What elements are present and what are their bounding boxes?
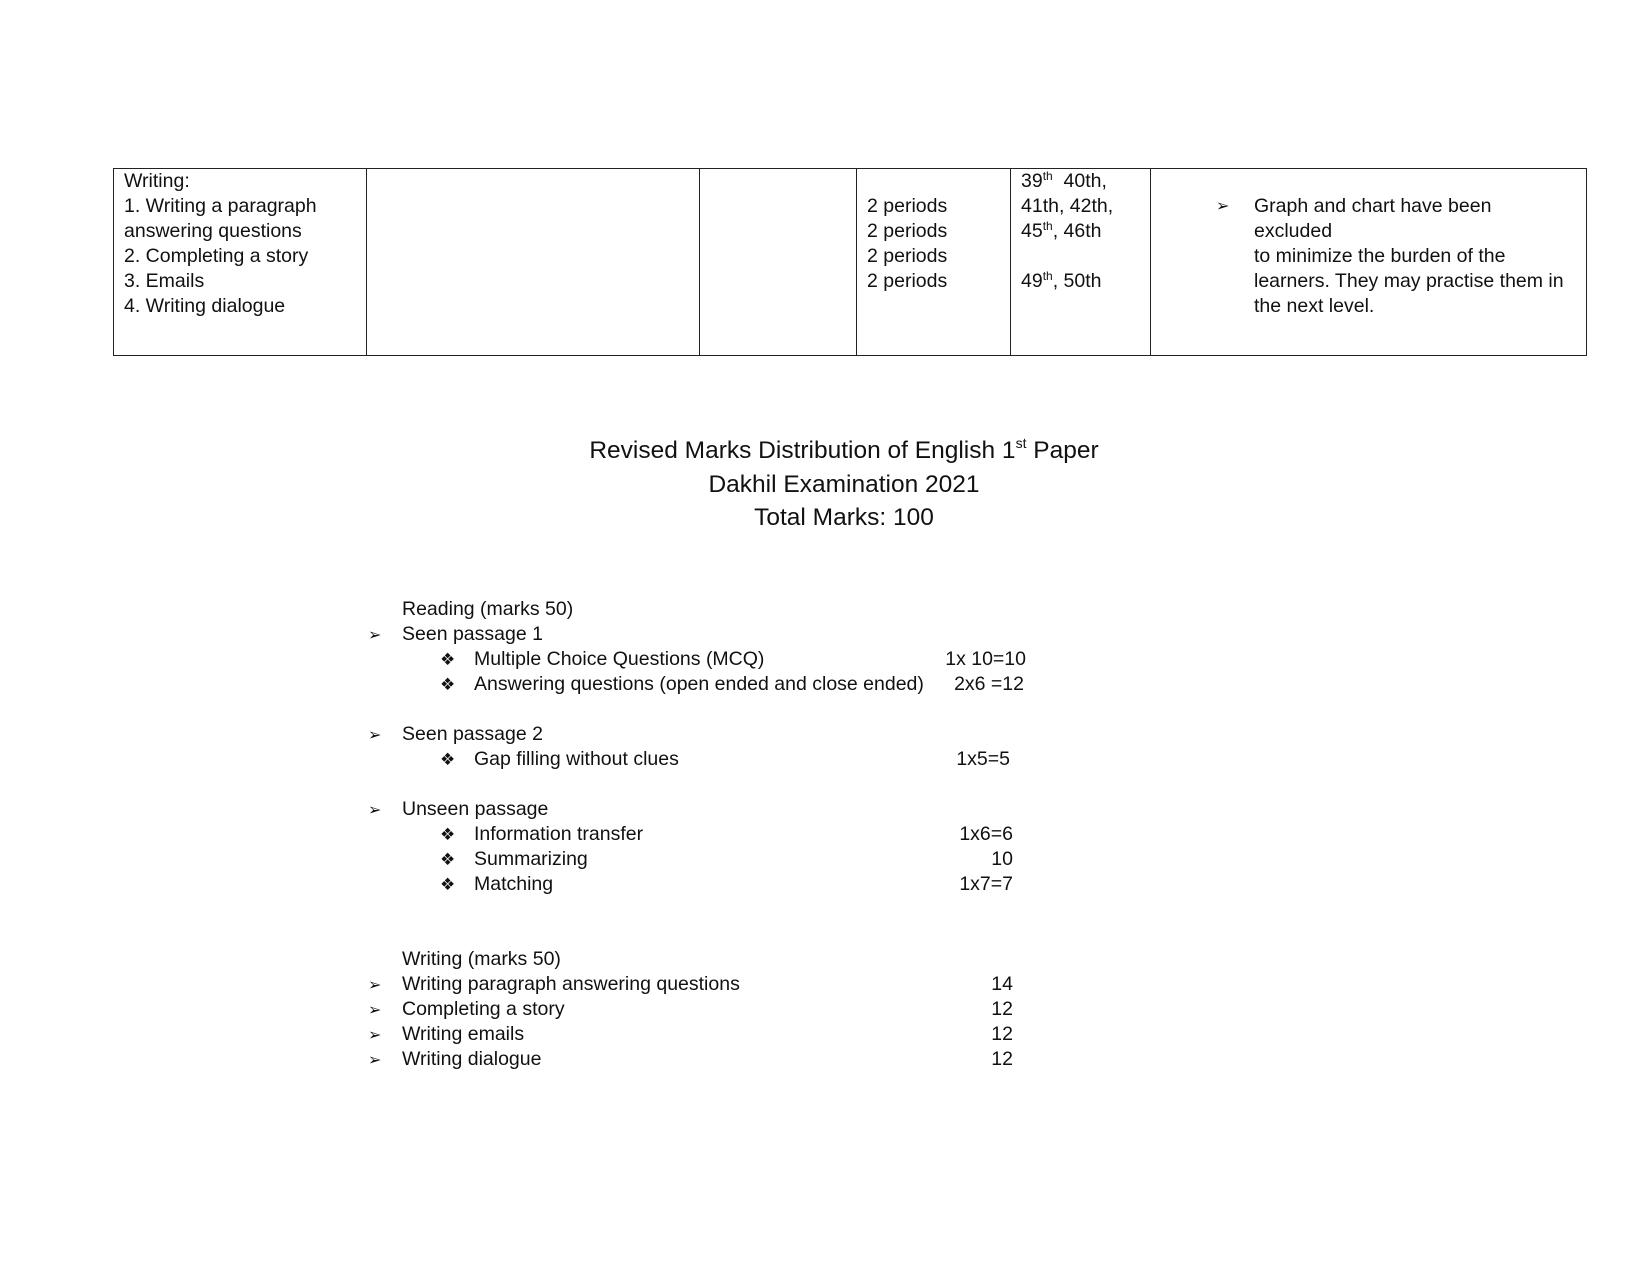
writing-label: Writing (marks 50) [402,948,561,970]
arrow-bullet-icon: ➢ [368,1052,382,1069]
remarks-text: Graph and chart have been excluded to minimize the burden of the learners. They may practise them in the next level. [1254,195,1564,317]
syllabus-table [113,168,1587,356]
period-value: 2 periods [867,220,948,242]
remarks-cell [1151,169,1587,356]
period-value: 2 periods [867,195,948,217]
diamond-bullet-icon: ❖ [440,875,456,894]
arrow-bullet-icon: ➢ [368,1002,382,1019]
marks-value: 1x6=6 [959,823,1013,845]
empty-cell [700,169,857,356]
list-item: answering questions [124,220,302,242]
table-row [114,169,1587,356]
period-value: 2 periods [867,270,948,292]
reading-label: Reading (marks 50) [402,598,574,620]
arrow-bullet-icon: ➢ [368,1027,382,1044]
writing-topics-cell [114,169,367,356]
arrow-bullet-icon: ➢ [368,727,382,744]
exam-title: Dakhil Examination 2021 [708,471,980,498]
marks-value: 12 [991,998,1013,1020]
diamond-bullet-icon: ❖ [440,750,456,769]
marks-value: 12 [991,1048,1013,1070]
period-value: 2 periods [867,245,948,267]
list-item: 2. Completing a story [124,245,309,267]
marks-value: 1x5=5 [956,748,1010,770]
list-item: 4. Writing dialogue [124,295,286,317]
diamond-bullet-icon: ❖ [440,850,456,869]
arrow-bullet-icon: ➢ [1216,198,1230,215]
class-numbers-line: 41th, 42th, [1021,195,1114,217]
list-item: 1. Writing a paragraph [124,195,317,217]
marks-value: 2x6 =12 [954,673,1024,695]
marks-value: 12 [991,1023,1013,1045]
diamond-bullet-icon: ❖ [440,825,456,844]
diamond-bullet-icon: ❖ [440,650,456,669]
arrow-bullet-icon: ➢ [368,627,382,644]
marks-value: 10 [991,848,1013,870]
page-title: Revised Marks Distribution of English 1st Paper [589,435,1099,464]
diamond-bullet-icon: ❖ [440,675,456,694]
total-marks: Total Marks: 100 [754,504,934,531]
class-numbers-line: 45th, 46th [1021,219,1102,242]
list-item: 3. Emails [124,270,205,292]
class-numbers-cell [1011,169,1151,356]
blank-line [1021,244,1150,269]
class-numbers-line: 49th, 50th [1021,269,1102,292]
arrow-bullet-icon: ➢ [368,802,382,819]
marks-value: 1x 10=10 [945,648,1026,670]
empty-cell [367,169,700,356]
arrow-bullet-icon: ➢ [368,977,382,994]
periods-cell [857,169,1011,356]
marks-value: 14 [991,973,1013,995]
writing-topics-list [124,169,366,319]
list-item: Writing: [124,170,190,192]
marks-value: 1x7=7 [959,873,1013,895]
class-numbers-line: 39th 40th, [1021,169,1107,192]
